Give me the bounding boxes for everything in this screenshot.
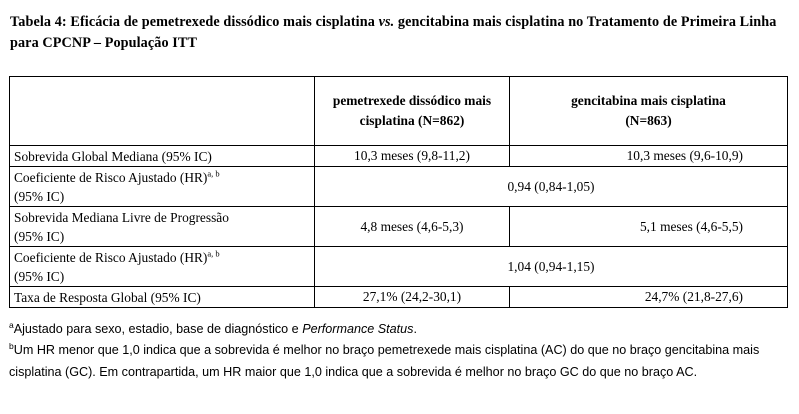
table-row-sobrevida-global bbox=[10, 146, 788, 167]
table-row-hr-2 bbox=[10, 247, 788, 287]
row-label bbox=[10, 207, 315, 247]
row-label-ic: (95% IC) bbox=[14, 188, 65, 204]
cell-gencitabina: 5,1 meses (4,6-5,5) bbox=[510, 207, 788, 247]
row-label-ic: (95% IC) bbox=[14, 268, 65, 284]
row-label-text: Sobrevida Mediana Livre de Progressão bbox=[14, 209, 229, 225]
cell-hr-value: 0,94 (0,84-1,05) bbox=[315, 167, 788, 207]
table-row-sobrevida-livre bbox=[10, 207, 788, 247]
table-caption bbox=[10, 12, 795, 54]
footnote-b bbox=[9, 340, 794, 383]
cell-gencitabina: 10,3 meses (9,6-10,9) bbox=[510, 146, 788, 167]
header-gencitabina-text: gencitabina mais cisplatina (N=863) bbox=[571, 93, 726, 128]
footnote-a-end: . bbox=[413, 322, 417, 336]
table-row-hr-1 bbox=[10, 167, 788, 207]
footnotes bbox=[9, 318, 794, 383]
row-label: Taxa de Resposta Global (95% IC) bbox=[10, 287, 315, 308]
cell-gencitabina: 24,7% (21,8-27,6) bbox=[510, 287, 788, 308]
footnote-ref: a, b bbox=[207, 168, 220, 179]
cell-pemetrexede: 4,8 meses (4,6-5,3) bbox=[315, 207, 510, 247]
caption-vs: vs. bbox=[378, 14, 395, 30]
row-label-ic: (95% IC) bbox=[14, 228, 65, 244]
caption-part2: gencitabina mais cisplatina no Tratamento de Primeira Linha para CPCNP – População ITT bbox=[10, 14, 777, 51]
header-pemetrexede-text: pemetrexede dissódico mais cisplatina (N=862) bbox=[332, 93, 492, 128]
row-label bbox=[10, 167, 315, 207]
footnote-a-mark: a bbox=[9, 319, 14, 330]
header-empty-cell bbox=[10, 77, 315, 146]
footnote-a-text: Ajustado para sexo, estadio, base de diagnóstico e bbox=[13, 322, 303, 336]
efficacy-table bbox=[9, 76, 788, 308]
footnote-a bbox=[9, 318, 794, 340]
footnote-a-italic: Performance Status bbox=[302, 322, 414, 336]
table-header-row bbox=[10, 77, 788, 146]
row-label-text: Coeficiente de Risco Ajustado (HR) bbox=[14, 169, 208, 185]
row-label-text: Coeficiente de Risco Ajustado (HR) bbox=[14, 249, 208, 265]
caption-part1: Tabela 4: Eficácia de pemetrexede dissódico mais cisplatina bbox=[10, 14, 379, 30]
footnote-ref: a, b bbox=[207, 248, 220, 259]
header-gencitabina bbox=[510, 77, 788, 146]
footnote-b-mark: b bbox=[9, 340, 14, 351]
cell-pemetrexede: 10,3 meses (9,8-11,2) bbox=[315, 146, 510, 167]
row-label: Sobrevida Global Mediana (95% IC) bbox=[10, 146, 315, 167]
cell-pemetrexede: 27,1% (24,2-30,1) bbox=[315, 287, 510, 308]
header-pemetrexede bbox=[315, 77, 510, 146]
table-row-taxa-resposta bbox=[10, 287, 788, 308]
cell-hr-value: 1,04 (0,94-1,15) bbox=[315, 247, 788, 287]
row-label bbox=[10, 247, 315, 287]
footnote-b-text: Um HR menor que 1,0 indica que a sobrevida é melhor no braço pemetrexede mais cisplatina (AC) do que no braço gencitabina mais cisplatina (GC). Em contrapartida, um HR maior que 1,0 indica que a sobrevida é melhor no braço GC do que no braço AC. bbox=[9, 343, 760, 379]
